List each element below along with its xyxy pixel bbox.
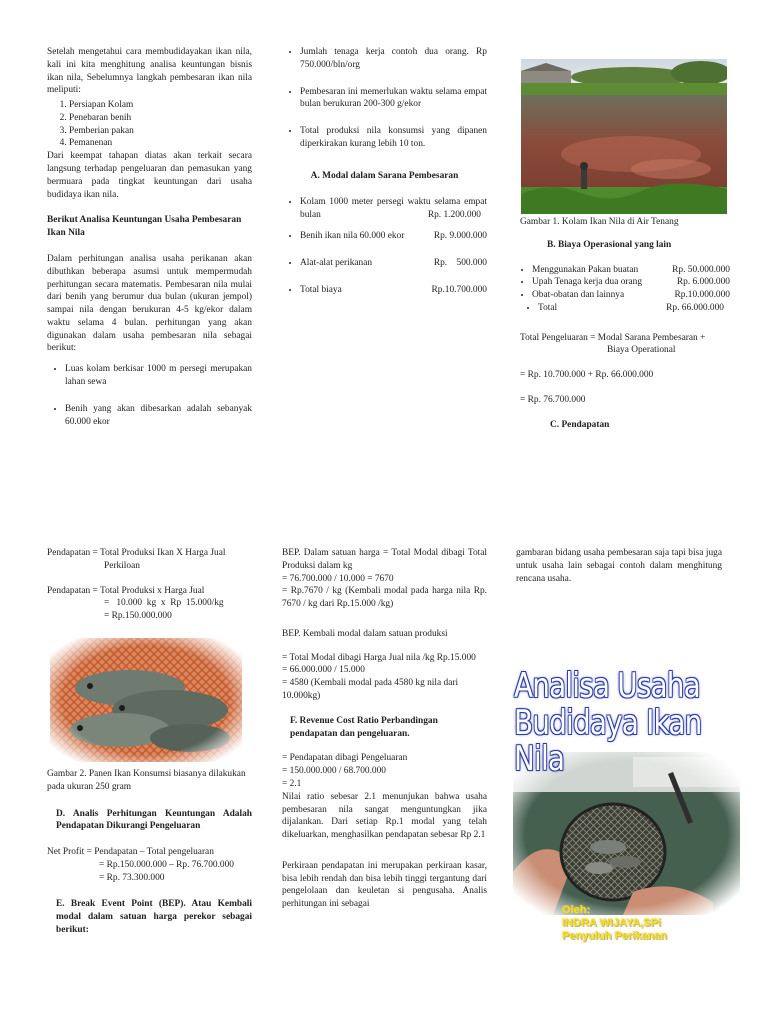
steps-list <box>47 99 252 150</box>
author-label: Oleh: <box>562 904 591 916</box>
income-calc-line2: = 10.000 kg x Rp 15.000/kg <box>104 598 224 609</box>
capital-value: Rp. 1.200.000 <box>427 210 481 221</box>
list-item <box>300 284 487 297</box>
assumption-list-continued <box>282 46 487 151</box>
harvest-image <box>50 638 242 762</box>
list-item: 3. Pemberian pakan <box>69 125 252 138</box>
list-item: • Pembesaran ini memerlukan waktu selama empat bulan berukuran 200-300 g/ekor <box>300 86 487 112</box>
operational-value: Rp. 6.000.000 <box>676 277 730 288</box>
top-right-column <box>520 216 730 432</box>
list-item <box>300 257 487 270</box>
capital-value: Rp.10.700.000 <box>431 284 487 295</box>
analysis-body: Dalam perhitungan analisa usaha perikanan akan dibuthkan beberapa asumsi untuk mempermudah perhitungan secara matematis. Pembesaran nila mulai dari benih yang berumur dua bulan (ukuran jempol) sampai nila dengan berukuran 4-5 kg/ekor dalam waktu selama 4 bulan. perhitungan yang akan digunakan dalam usaha pembesaran nila sebagai berikut: <box>47 253 252 354</box>
section-f-heading: F. Revenue Cost Ratio Perbandingan pendapatan dan pengeluaran. <box>290 715 438 739</box>
section-e-heading: E. Break Event Point (BEP). Atau Kembali modal dalam satuan harga perekor sebagai berikut: <box>56 899 252 936</box>
rc-calc3: = 2.1 <box>282 778 302 789</box>
intro-text: Setelah mengetahui cara membudidayakan ikan nila, kali ini kita menghitung analisa keuntungan bisnis ikan nila, Sebelumnya langkah pembesaran ikan nila meliputi: <box>47 47 252 96</box>
bottom-left-column <box>47 547 252 623</box>
figure-2-caption: Gambar 2. Panen Ikan Konsumsi biasanya dilakukan pada ukuran 250 gram <box>47 769 246 792</box>
list-item <box>532 276 730 289</box>
author-block <box>562 904 667 944</box>
list-item: • Total produksi nila konsumsi yang dipanen diperkirakan kurang lebih 10 ton. <box>300 125 487 151</box>
list-item: 2. Penebaran benih <box>69 112 252 125</box>
section-a-heading: A. Modal dalam Sarana Pembesaran <box>310 170 459 181</box>
bep-price-calc2: = Rp.7670 / kg (Kembali modal pada harga nila Rp. 7670 / kg dari Rp.15.000 /kg) <box>282 586 487 610</box>
total-expense-calc2: = Rp. 76.700.000 <box>520 395 586 406</box>
operational-label: • Menggunakan Pakan buatan <box>532 264 639 275</box>
bep-unit-calc2: = 66.000.000 / 15.000 <box>282 665 365 676</box>
capital-label: • Benih ikan nila 60.000 ekor <box>300 231 405 242</box>
operational-value: Rp. 66.000.000 <box>666 302 724 313</box>
income-calc-line3: = Rp.150.000.000 <box>104 611 172 622</box>
list-item: 1. Persiapan Kolam <box>69 99 252 112</box>
bottom-left-column-lower <box>47 768 252 937</box>
operational-value: Rp.10.000.000 <box>674 290 730 301</box>
title-line-2: Budidaya Ikan Nila <box>514 702 702 780</box>
analysis-heading: Berikut Analisa Keuntungan Usaha Pembesaran Ikan Nila <box>47 215 242 239</box>
capital-value: Rp. 500.000 <box>433 257 487 268</box>
list-item: • Jumlah tenaga kerja contoh dua orang. Rp 750.000/bln/org <box>300 46 487 72</box>
rc-explanation: Nilai ratio sebesar 2.1 menunjukan bahwa usaha pembesaran nila sangat menguntungkan jika dijalankan. Dari setiap Rp.1 modal yang telah dikeluarkan, menghasilkan pendapatan sebesar Rp 2.1 <box>282 791 487 841</box>
capital-label: Kolam 1000 meter persegi waktu selama empat bulan <box>300 197 487 221</box>
bep-unit-calc1: = Total Modal dibagi Harga Jual nila /kg Rp.15.000 <box>282 652 476 663</box>
rc-calc2: = 150.000.000 / 68.700.000 <box>282 766 386 777</box>
rc-calc1: = Pendapatan dibagi Pengeluaran <box>282 753 408 764</box>
section-d-heading: D. Analis Perhitungan Keuntungan Adalah Pendapatan Dikurangi Pengeluaran <box>56 808 252 832</box>
list-item: • Luas kolam berkisar 1000 m persegi merupakan lahan sewa <box>65 363 252 389</box>
pond-image <box>521 59 727 214</box>
total-expense-line2: Biaya Operational <box>607 345 676 356</box>
assumption-list <box>47 363 252 428</box>
author-role: Penyuluh Perikanan <box>562 930 668 943</box>
list-item <box>538 302 730 315</box>
after-steps-text: Dari keempat tahapan diatas akan terkait secara langsung terhadap pengeluaran dan pemasukan yang bermuara pada tingkat keuntungan dari usaha budidaya ikan nila. <box>47 151 252 200</box>
capital-value: Rp. 9.000.000 <box>433 231 487 242</box>
pond-photo <box>521 59 727 214</box>
income-calc-line1: Pendapatan = Total Produksi x Harga Jual <box>47 585 205 596</box>
bep-price-calc1: = 76.700.000 / 10.000 = 7670 <box>282 573 394 584</box>
list-item <box>300 230 487 243</box>
operational-label: • Upah Tenaga kerja dua orang <box>532 277 643 288</box>
list-item <box>532 264 730 277</box>
section-b-heading: B. Biaya Operasional yang lain <box>547 239 672 250</box>
operational-label: • Obat-obatan dan lainnya <box>532 290 625 301</box>
capital-label: • Alat-alat perikanan <box>300 257 373 268</box>
total-expense-calc1: = Rp. 10.700.000 + Rp. 66.000.000 <box>520 370 654 381</box>
list-item <box>300 196 487 222</box>
bottom-right-column <box>516 547 722 585</box>
capital-label: • Total biaya <box>300 284 342 295</box>
harvest-photo <box>50 638 242 762</box>
bep-unit-calc3: = 4580 (Kembali modal pada 4580 kg nila dari 10.000kg) <box>282 678 459 702</box>
bep-unit-text: BEP. Kembali modal dalam satuan produksi <box>282 628 448 639</box>
bep-price-text: BEP. Dalam satuan harga = Total Modal dibagi Total Produksi dalam kg <box>282 548 487 571</box>
top-middle-column <box>282 46 487 296</box>
continuation-text: gambaran bidang usaha pembesaran saja tapi bisa juga untuk usaha lain sebagai contoh dalam menghitung rencana usaha. <box>516 548 722 584</box>
bottom-middle-column <box>282 547 487 911</box>
net-profit-line1: Net Profit = Pendapatan – Total pengeluaran <box>47 847 214 858</box>
list-item: 4. Pemanenan <box>69 137 252 150</box>
net-profit-line3: = Rp. 73.300.000 <box>99 872 165 883</box>
title-line-1: Analisa Usaha <box>514 666 700 706</box>
operational-value: Rp. 50.000.000 <box>672 264 730 275</box>
net-profit-line2: = Rp.150.000.000 – Rp. 76.700.000 <box>99 859 234 870</box>
operational-label: • Total <box>538 302 558 313</box>
author-name: INDRA WIJAYA,SPi <box>562 917 662 930</box>
closing-text: Perkiraan pendapatan ini merupakan perkiraan kasar, bisa lebih rendah dan bisa lebih tinggi tergantung dari pengelolaan dan keuletan si pengusaha. Analis perhitungan ini sebagai <box>282 860 487 910</box>
income-formula-line2: Perkiloan <box>104 560 140 571</box>
income-formula-line1: Pendapatan = Total Produksi Ikan X Harga Jual <box>47 548 226 558</box>
figure-1-caption: Gambar 1. Kolam Ikan Nila di Air Tenang <box>520 217 679 227</box>
list-item: • Benih yang akan dibesarkan adalah sebanyak 60.000 ekor <box>65 403 252 429</box>
operational-list <box>520 264 730 315</box>
section-c-heading: C. Pendapatan <box>550 419 610 430</box>
brochure-title <box>514 668 711 778</box>
total-expense-line1: Total Pengeluaran = Modal Sarana Pembesaran + <box>520 332 706 343</box>
top-left-column <box>47 46 252 428</box>
list-item <box>532 289 730 302</box>
capital-list <box>282 196 487 296</box>
